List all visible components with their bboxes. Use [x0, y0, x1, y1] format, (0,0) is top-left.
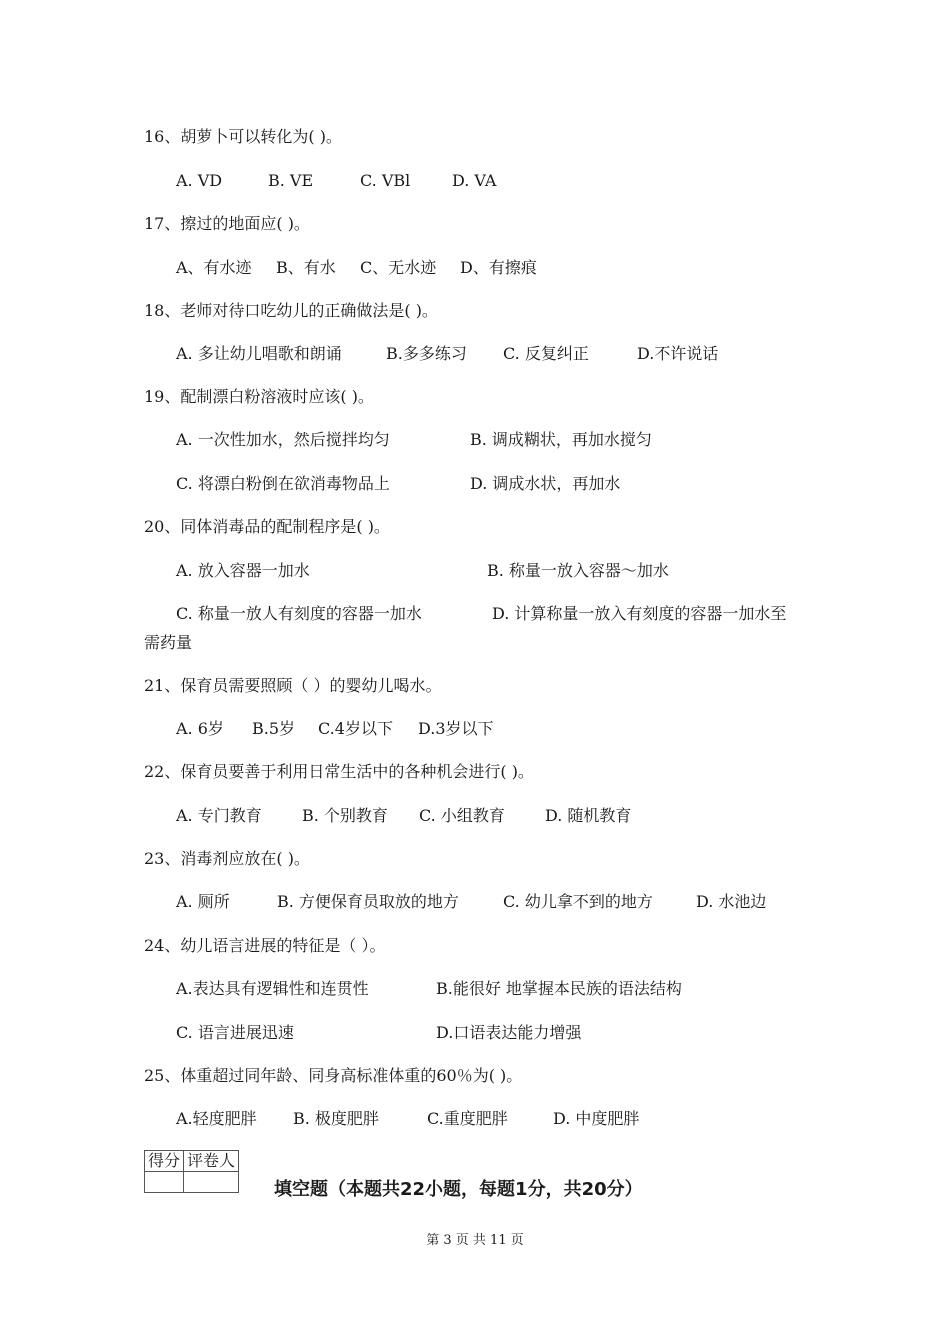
q19-option-b: B. 调成糊状，再加水搅匀 — [470, 430, 652, 449]
q19-option-a: A. 一次性加水，然后搅拌均匀 — [176, 430, 390, 449]
score-table — [144, 1150, 239, 1193]
q24-option-d: D.口语表达能力增强 — [436, 1023, 582, 1042]
q20-option-c: C. 称量一放人有刻度的容器一加水 — [176, 604, 422, 623]
q23-option-b: B. 方便保育员取放的地方 — [277, 892, 459, 911]
q24-option-a: A.表达具有逻辑性和连贯性 — [176, 979, 369, 998]
question-22: 22、保育员要善于利用日常生活中的各种机会进行( )。 — [144, 762, 534, 781]
q22-option-c: C. 小组教育 — [419, 806, 505, 825]
q20-option-d-continued: 需药量 — [144, 633, 193, 652]
q25-option-d: D. 中度肥胖 — [553, 1109, 640, 1128]
q25-option-c: C.重度肥胖 — [427, 1109, 508, 1128]
question-18: 18、老师对待口吃幼儿的正确做法是( )。 — [144, 301, 438, 320]
q18-option-b: B.多多练习 — [386, 344, 467, 363]
q16-option-c: C. VBl — [360, 171, 411, 190]
q21-option-b: B.5岁 — [252, 719, 296, 738]
q22-option-b: B. 个别教育 — [302, 806, 388, 825]
question-17: 17、擦过的地面应( )。 — [144, 214, 310, 233]
grader-cell[interactable] — [184, 1172, 239, 1193]
question-23: 23、消毒剂应放在( )。 — [144, 849, 310, 868]
q16-option-b: B. VE — [268, 171, 314, 190]
q25-option-b: B. 极度肥胖 — [293, 1109, 379, 1128]
q18-option-c: C. 反复纠正 — [503, 344, 589, 363]
q17-option-d: D、有擦痕 — [460, 258, 537, 277]
q20-option-d: D. 计算称量一放入有刻度的容器一加水至 — [492, 604, 787, 623]
q25-option-a: A.轻度肥胖 — [176, 1109, 257, 1128]
q18-option-d: D.不许说话 — [637, 344, 719, 363]
score-cell[interactable] — [145, 1172, 184, 1193]
q19-option-d: D. 调成水状，再加水 — [470, 474, 621, 493]
q18-option-a: A. 多让幼儿唱歌和朗诵 — [176, 344, 342, 363]
question-24: 24、幼儿语言进展的特征是（ ）。 — [144, 936, 386, 955]
q21-option-d: D.3岁以下 — [418, 719, 494, 738]
q16-option-d: D. VA — [452, 171, 497, 190]
grader-header: 评卷人 — [184, 1151, 239, 1172]
question-16: 16、胡萝卜可以转化为( )。 — [144, 127, 342, 146]
score-header: 得分 — [145, 1151, 184, 1172]
question-19: 19、配制漂白粉溶液时应该( )。 — [144, 387, 374, 406]
q21-option-a: A. 6岁 — [176, 719, 224, 738]
q17-option-a: A、有水迹 — [176, 258, 252, 277]
q16-option-a: A. VD — [176, 171, 223, 190]
q20-option-a: A. 放入容器一加水 — [176, 561, 310, 580]
q23-option-a: A. 厕所 — [176, 892, 230, 911]
page-footer: 第 3 页 共 11 页 — [426, 1233, 524, 1248]
q22-option-a: A. 专门教育 — [176, 806, 262, 825]
q17-option-b: B、有水 — [276, 258, 336, 277]
q22-option-d: D. 随机教育 — [545, 806, 632, 825]
section-title: 填空题（本题共22小题，每题1分，共20分） — [274, 1179, 643, 1200]
question-20: 20、同体消毒品的配制程序是( )。 — [144, 517, 390, 536]
question-21: 21、保育员需要照顾（ ）的婴幼儿喝水。 — [144, 676, 442, 695]
q24-option-c: C. 语言进展迅速 — [176, 1023, 294, 1042]
q19-option-c: C. 将漂白粉倒在欲消毒物品上 — [176, 474, 390, 493]
q24-option-b: B.能很好 地掌握本民族的语法结构 — [436, 979, 682, 998]
q23-option-d: D. 水池边 — [696, 892, 767, 911]
q20-option-b: B. 称量一放入容器～加水 — [487, 561, 669, 580]
q23-option-c: C. 幼儿拿不到的地方 — [503, 892, 653, 911]
question-25: 25、体重超过同年龄、同身高标准体重的60％为( )。 — [144, 1066, 523, 1085]
q17-option-c: C、无水迹 — [360, 258, 437, 277]
q21-option-c: C.4岁以下 — [318, 719, 393, 738]
